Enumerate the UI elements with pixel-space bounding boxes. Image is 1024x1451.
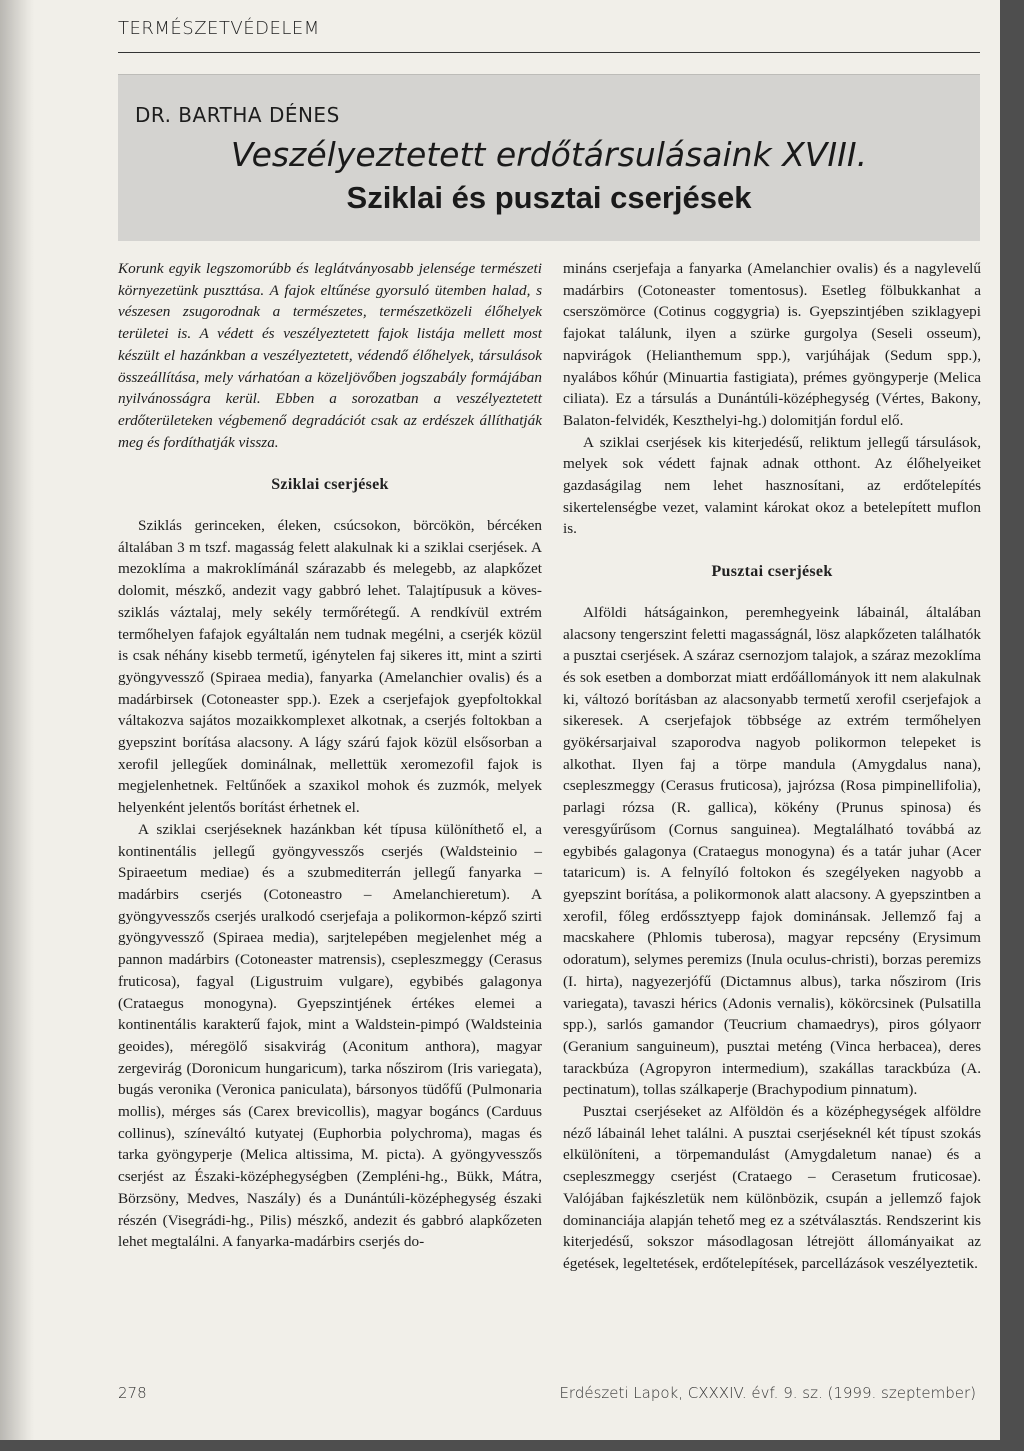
page-number: 278 [118, 1384, 147, 1402]
header-rule [118, 52, 980, 53]
section-heading-sziklai: Sziklai cserjések [271, 476, 389, 494]
body-paragraph: Sziklás gerinceken, éleken, csúcsokon, börcökön, bércéken általában 3 m tszf. magasság felett alakulnak ki a sziklai cserjések. A mezoklíma a makroklímánál szárazabb és melegebb, az alapkőzet dolomit, mészkő, andezit vagy gabbró lehet. Talajtípusuk a köves-sziklás váztalaj, mely sekély termőrétegű. A rendkívül extrém termőhelyen fafajok egyáltalán nem tudnak megélni, a cserjék közül is csak néhány kisebb termetű, igénytelen faj sikeres itt, mint a szirti gyöngyvessző (Spiraea media), fanyarka (Amelanchier ovalis) és a madárbirsek (Cotoneaster spp.). Ezek a cserjefajok gyepfoltokkal váltakozva sajátos mozaikkomplexet alkotnak, a cserjés foltokban a gyepszint borítása alacsony. A lágy szárú fajok közül elsősorban a xerofil jellegűek dominálnak, mellettük xeromezofil fajok is megjelenhetnek. Feltűnőek a szaxikol mohok és zuzmók, melyek helyenként jelentős borítást érhetnek el. [118, 517, 542, 817]
left-column [118, 258, 542, 1253]
journal-citation: Erdészeti Lapok, CXXXIV. évf. 9. sz. (1999. szeptember) [559, 1384, 976, 1402]
right-column [563, 258, 981, 1275]
body-paragraph: mináns cserjefaja a fanyarka (Amelanchier ovalis) és a nagylevelű madárbirs (Cotoneaster tomentosus). Esetleg fölbukkanhat a cserszömörce (Cotinus coggygria) is. Gyepszintjében sziklagyepi fajokat találunk, ilyen a szürke gurgolya (Seseli osseum), napvirágok (Helianthemum spp.), varjúhájak (Sedum spp.), nyalábos kőhúr (Minuartia fastigiata), prémes gyöngyperje (Melica ciliata). Ez a társulás a Dunántúli-középhegység (Vértes, Bakony, Balaton-felvidék, Keszthelyi-hg.) dolomitján fordul elő. [563, 260, 981, 429]
section-heading-pusztai: Pusztai cserjések [711, 563, 833, 581]
body-paragraph: A sziklai cserjéseknek hazánkban két típusa különíthető el, a kontinentális jellegű gyöngyvesszős cserjés (Waldsteinio – Spiraeetum mediae) és a szubmediterrán jellegű fanyarka – madárbirs cserjés (Cotoneastro – Amelanchieretum). A gyöngyvesszős cserjés uralkodó cserjefajа a polikormon-képző szirti gyöngyvessző (Spiraea media), sarjtelepében megjelenhet még a pannon madárbirs (Cotoneaster matrensis), csepleszmeggy (Cerasus fruticosa), fagyal (Ligustruim vulgare), egybibés galagonya (Crataegus monogyna). Gyepszintjének értékes elemei a kontinentális karakterű fajok, mint a Waldstein-pimpó (Waldsteinia geoides), méregölő sisakvirág (Aconitum anthora), magyar zergevirág (Doronicum hungaricum), tarka nőszirom (Iris variegata), bugás veronika (Veronica paniculata), bársonyos tüdőfű (Pulmonaria mollis), mérges sás (Carex brevicollis), magyar bogáncs (Carduus collinus), színeváltó kutyatej (Euphorbia polychroma), magas és tarka gyöngyperje (Melica altissima, M. picta). A gyöngyvesszős cserjést az Északi-középhegységben (Zempléni-hg., Bükk, Mátra, Börzsöny, Medves, Naszály) és a Dunántúli-középhegység északi részén (Visegrádi-hg., Pilis) mészkő, andezit és gabbró alapkőzeten lehet megtalálni. A fanyarka-madárbirs cserjés do- [118, 820, 542, 1251]
section-label: TERMÉSZETVÉDELEM [118, 18, 320, 39]
body-paragraph: A sziklai cserjések kis kiterjedésű, reliktum jellegű társulások, melyek sok védett fajnak adnak otthont. Az élőhelyeiket gazdaságilag nem lehet hasznosítani, az erdőtelepítés sikertelenségbe vezet, valamint károkat okoz a betelepített muflon is. [563, 433, 981, 538]
author-name: DR. BARTHA DÉNES [135, 103, 340, 127]
series-title: Veszélyeztetett erdőtársulásaink XVIII. [230, 135, 868, 174]
lead-paragraph: Korunk egyik legszomorúbb és leglátványosabb jelensége természeti környezetünk puszttása. A fajok eltűnése gyorsuló ütemben halad, s vészesen zsugorodnak a természetes, természetközeli élőhelyek területei is. A védett és veszélyeztetett fajok listája mellett most készült el hazánkban a veszélyeztetett, védendő élőhelyek, társulások összeállítása, mely várhatóan a közeljövőben jogszabály formájában nyilvánosságra kerül. Ebben a sorozatban a veszélyeztetett erdőterületeken végbemenő degradációt csak az erdészek állíthatják meg és fordíthatják vissza. [118, 260, 542, 451]
title-banner [118, 74, 980, 241]
body-paragraph: Pusztai cserjéseket az Alföldön és a középhegységek alföldre néző lábainál lehet találni. A pusztai cserjéseknél két típust szokás elkülöníteni, a törpemandulást (Amygdaletum nanae) és a csepleszmeggy cserjést (Crataego – Cerasetum fruticosae). Valójában fajkészletük nem különbözik, csupán a jellemző fajok dominanciája alapján tehető meg ez a szétválasztás. Rendszerint kis kiterjedésű, sokszor másodlagosan létrejött állományaikat az égetések, legeltetések, erdőtelepítések, parcellázások veszélyeztetik. [563, 1103, 981, 1272]
book-spine-shadow [0, 0, 34, 1440]
body-paragraph: Alföldi hátságainkon, peremhegyeink lábainál, általában alacsony tengerszint feletti magasságnál, lösz alapkőzeten találhatók a pusztai cserjések. A száraz csernozjom talajok, a száraz mezoklíma és sok esetben a domborzat miatt erdőállományok itt nem alakulnak ki, változó borításban az alacsonyabb termetű xerofil cserjefajok a sikeresek. A cserjefajok többsége az extrém termőhelyen gyökérsarjaival szaporodva nagyob polikormon telepeket is alkothat. Ilyen faj a törpe mandula (Amygdalus nana), csepleszmeggy (Cerasus fruticosa), jajrózsa (Rosa pimpinellifolia), parlagi rózsa (R. gallica), kökény (Prunus spinosa) és veresgyűrűsom (Cornus sanguinea). Megtalálható továbbá az egybibés galagonya (Crataegus monogyna) és a tatár juhar (Acer tataricum) is. A felnyíló foltokon és szegélyeken nagyobb a gyepszint borítása, a polikormonok alatt alacsony. A gyepszintben a xerofil, főleg erdőssztyepp fajok dominánsak. Jellemző faj a macskahere (Phlomis tuberosa), magyar repcsény (Erysimum odoratum), selymes peremizs (Inula oculus-christi), borzas peremizs (I. hirta), nagyezerjófű (Dictamnus albus), tarka nőszirom (Iris variegata), tavaszi hérics (Adonis vernalis), kökörcsinek (Pulsatilla spp.), sarlós gamandor (Teucrium chamaedrys), piros gólyaorr (Geranium sanguineum), pusztai meténg (Vinca herbacea), deres tarackbúza (Agropyron intermedium), szakállas tarackbúza (A. pectinatum), tollas szálkaperje (Brachypodium pinnatum). [563, 603, 981, 1099]
article-title: Sziklai és pusztai cserjések [346, 180, 752, 215]
